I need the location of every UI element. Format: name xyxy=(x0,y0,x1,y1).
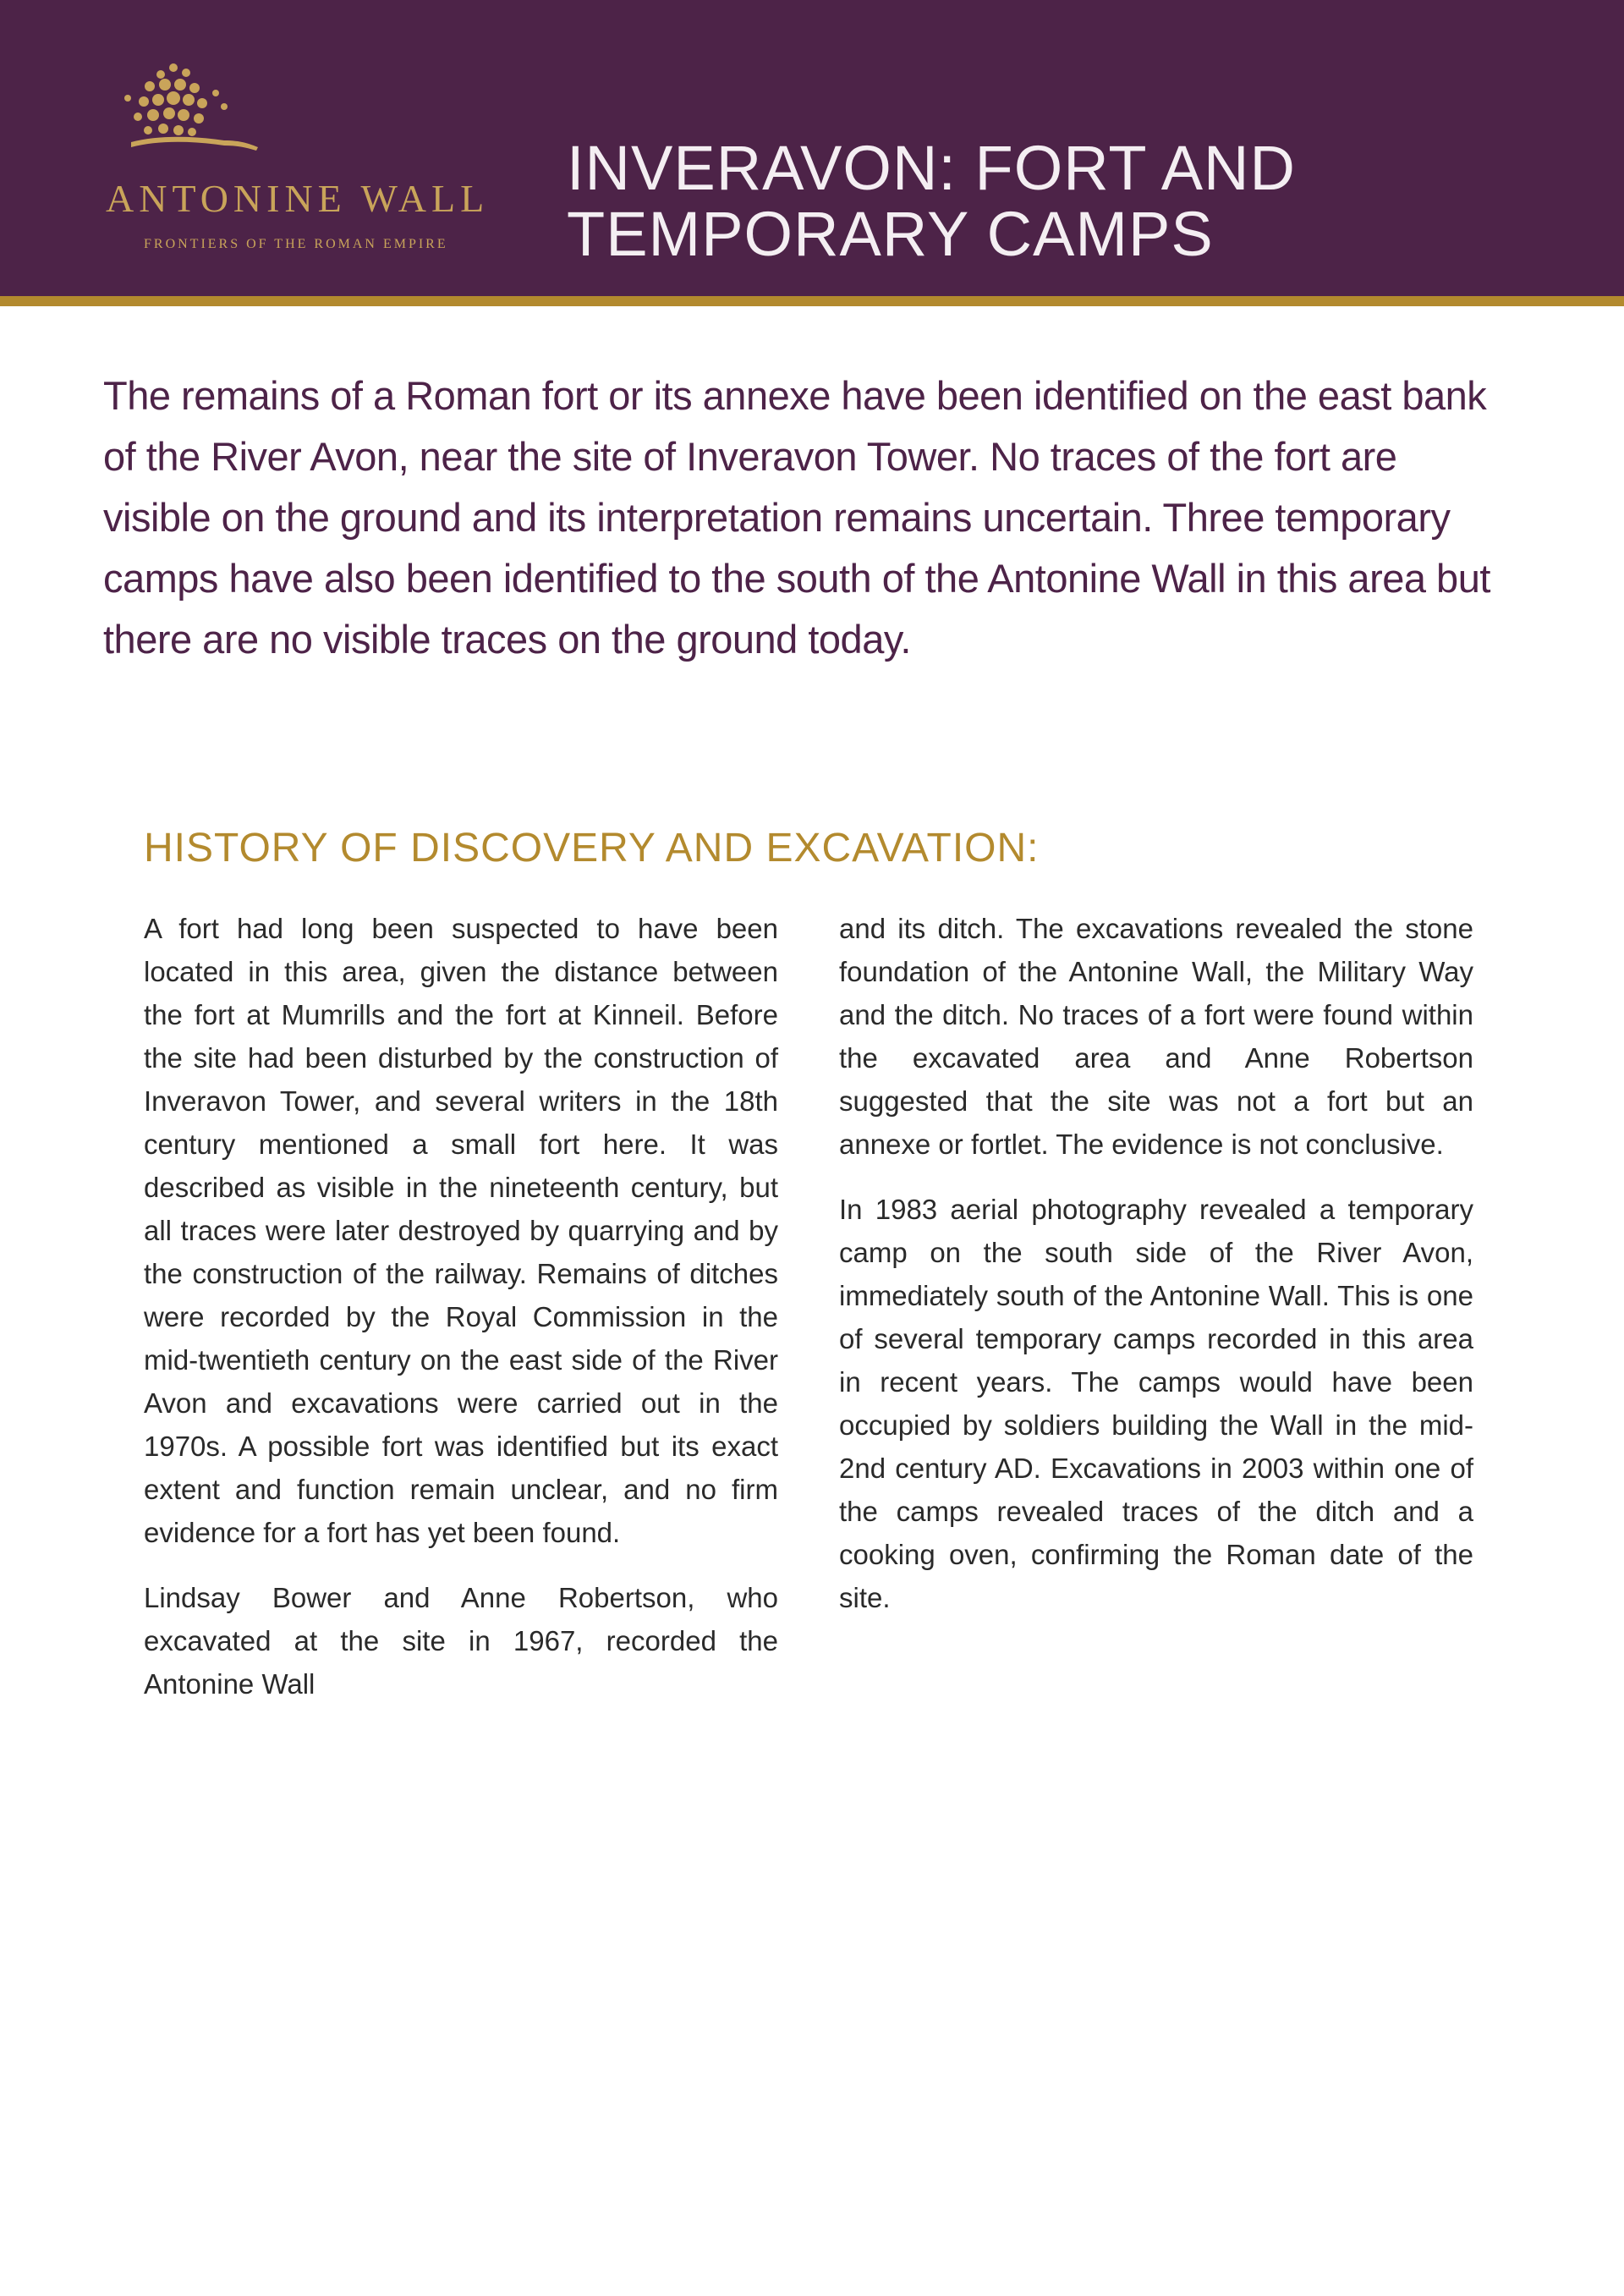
intro-paragraph: The remains of a Roman fort or its annexe have been identified on the east bank of the River Avon, near the site of Inveravon Tower. No traces of the fort are visible on the ground and its interpretation remains uncertain. Three temporary camps have also been identified to the south of the Antonine Wall in this area but there are no visible traces on the ground today. xyxy=(103,373,1490,662)
logo-name: ANTONINE WALL xyxy=(106,177,490,220)
page-title: INVERAVON: FORT AND TEMPORARY CAMPS xyxy=(567,133,1296,269)
left-paragraph-2: Lindsay Bower and Anne Robertson, who excavated at the site in 1967, recorded the Antonine Wall xyxy=(144,1582,778,1700)
logo xyxy=(97,59,503,262)
left-paragraph-1: A fort had long been suspected to have been located in this area, given the distance between the fort at Mumrills and the fort at Kinneil. Before the site had been disturbed by the construction of Inveravon Tower, and several writers in the 18th century mentioned a small fort here. It was described as visible in the nineteenth century, but all traces were later destroyed by quarrying and by the construction of the railway. Remains of ditches were recorded by the Royal Commission in the mid-twentieth century on the east side of the River Avon and excavations were carried out in the 1970s. A possible fort was identified but its exact extent and function remain unclear, and no firm evidence for a fort has yet been found. xyxy=(144,913,778,1548)
thistle-flower-emblem-icon xyxy=(97,59,266,178)
right-column xyxy=(839,907,1473,1641)
header-rule xyxy=(0,296,1624,306)
logo-subtitle: FRONTIERS OF THE ROMAN EMPIRE xyxy=(144,237,448,251)
right-paragraph-1: and its ditch. The excavations revealed the stone foundation of the Antonine Wall, the Military Way and the ditch. No traces of a fort were found within the excavated area and Anne Robertson suggested that the site was not a fort but an annexe or fortlet. The evidence is not conclusive. xyxy=(839,913,1473,1160)
section-heading: HISTORY OF DISCOVERY AND EXCAVATION: xyxy=(144,826,1040,871)
right-paragraph-2: In 1983 aerial photography revealed a temporary camp on the south side of the River Avon, immediately south of the Antonine Wall. This is one of several temporary camps recorded in this area in recent years. The camps would have been occupied by soldiers building the Wall in the mid-2nd century AD. Excavations in 2003 within one of the camps revealed traces of the ditch and a cooking oven, confirming the Roman date of the site. xyxy=(839,1194,1473,1613)
left-column xyxy=(144,907,778,1727)
